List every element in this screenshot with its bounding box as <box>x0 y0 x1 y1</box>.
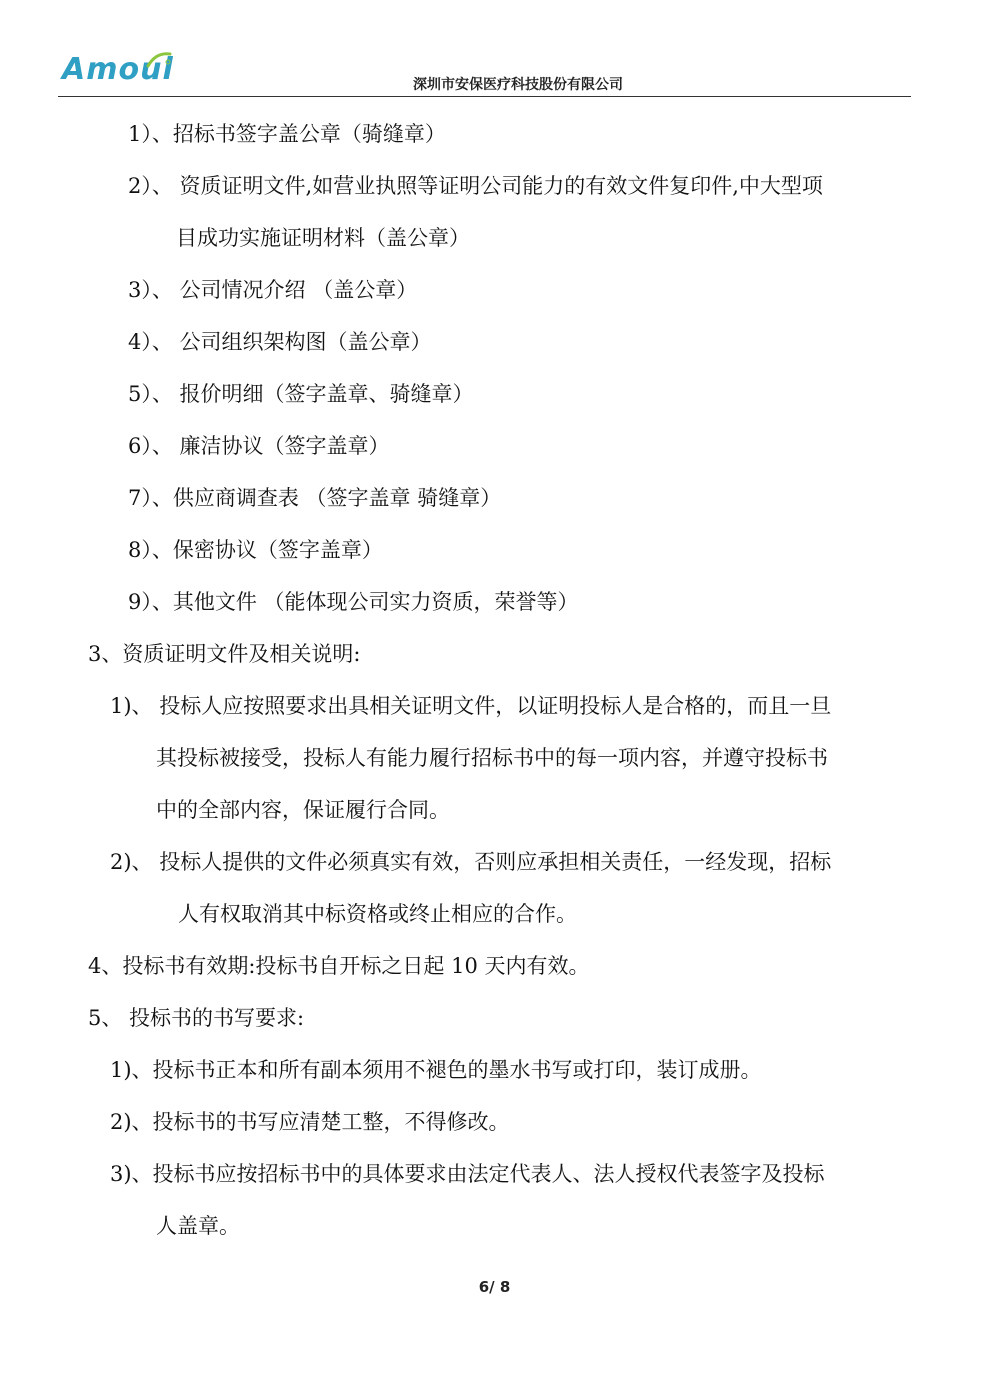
list-item: 5）、 报价明细（签字盖章、骑缝章） <box>128 382 474 406</box>
list-item-continuation: 人有权取消其中标资格或终止相应的合作。 <box>178 902 577 926</box>
list-item: 1）、招标书签字盖公章（骑缝章） <box>128 122 446 146</box>
header-divider <box>58 96 911 97</box>
list-item: 4）、 公司组织架构图（盖公章） <box>128 330 432 354</box>
page-header <box>58 50 911 98</box>
section-heading: 4、投标书有效期:投标书自开标之日起 10 天内有效。 <box>88 954 590 978</box>
section-heading: 5、 投标书的书写要求: <box>88 1006 305 1030</box>
list-item-continuation: 目成功实施证明材料（盖公章） <box>176 226 470 250</box>
list-item: 8）、保密协议（签字盖章） <box>128 538 383 562</box>
list-item: 7）、供应商调查表 （签字盖章 骑缝章） <box>128 486 502 510</box>
list-item: 3)、投标书应按招标书中的具体要求由法定代表人、法人授权代表签字及投标 <box>110 1162 825 1186</box>
list-item: 6）、 廉洁协议（签字盖章） <box>128 434 390 458</box>
logo-text: Amoul <box>62 52 174 87</box>
list-item: 3）、 公司情况介绍 （盖公章） <box>128 278 418 302</box>
company-name: 深圳市安保医疗科技股份有限公司 <box>413 77 623 93</box>
list-item: 1)、 投标人应按照要求出具相关证明文件，以证明投标人是合格的，而且一旦 <box>110 694 832 718</box>
logo-swoosh-icon <box>146 50 172 70</box>
list-item: 1)、投标书正本和所有副本须用不褪色的墨水书写或打印，装订成册。 <box>110 1058 762 1082</box>
list-item: 2）、 资质证明文件,如营业执照等证明公司能力的有效文件复印件,中大型项 <box>128 174 823 198</box>
list-item: 2)、投标书的书写应清楚工整，不得修改。 <box>110 1110 510 1134</box>
list-item: 2)、 投标人提供的文件必须真实有效，否则应承担相关责任，一经发现，招标 <box>110 850 832 874</box>
section-heading: 3、资质证明文件及相关说明: <box>88 642 361 666</box>
page-number: 6/ 8 <box>478 1278 511 1296</box>
list-item-continuation: 人盖章。 <box>156 1214 240 1238</box>
list-item-continuation: 其投标被接受，投标人有能力履行招标书中的每一项内容，并遵守投标书 <box>156 746 828 770</box>
list-item-continuation: 中的全部内容，保证履行合同。 <box>156 798 450 822</box>
list-item: 9）、其他文件 （能体现公司实力资质，荣誉等） <box>128 590 579 614</box>
